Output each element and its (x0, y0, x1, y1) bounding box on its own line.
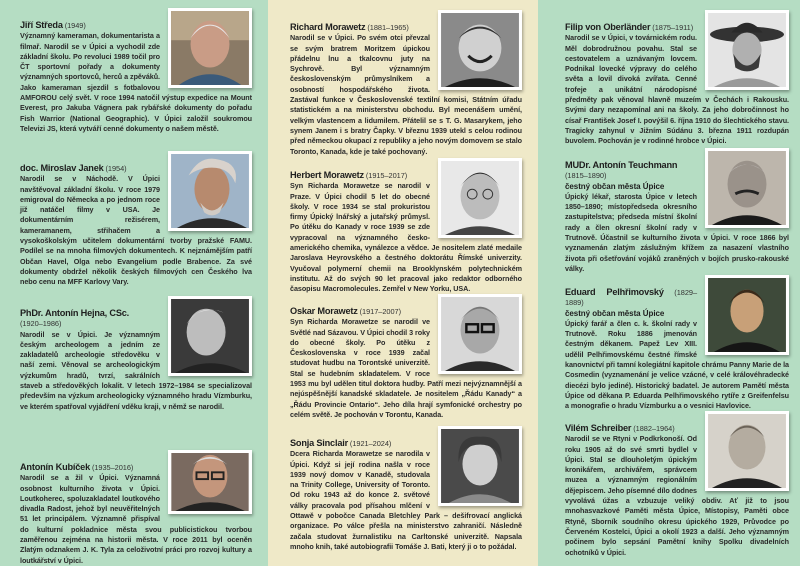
person-years: (1875–1911) (652, 23, 694, 32)
honor-title: čestný občan města Úpice (565, 181, 665, 191)
person-name: Filip von Oberländer (565, 22, 651, 32)
person-name: Herbert Morawetz (290, 170, 364, 180)
person-years: (1915–2017) (365, 171, 408, 180)
bio-text: Narodil se v Úpici. Je významným českým archeologem a jedním ze zakladatelů archeologie středověku v naší zemi. Věnoval se archeologickým výzkumům hradů, tvrzí, sakrálních staveb a středověkých lokalit. V letech 1972–1984 se specializoval především na výzkum archeologicky významného hradu Vízmburku, ve kterém spatřoval vyjádření vděku kraji, v němž se narodil. (20, 329, 252, 411)
person-name: PhDr. Antonín Hejna, CSc. (20, 308, 130, 318)
bio-text: Narodil se v Náchodě. V Úpici navštěvoval základní školu. V roce 1979 emigroval do Německa a po jednom roce již natáčel filmy v USA. Je dokumentárním režisérem, kameramanem, střihačem a vysokoškolským učitelem dokumentární tvorby pražské FAMU. Podílel se na mnoha filmových dokumentech. K nejznámějším patří Občan Havel, Olga nebo Evangelium podle Brabence. Za své dokumenty obdržel několik českých filmových cen Českého lva nebo cenu na MFF Karlovy Vary. (20, 174, 252, 287)
portrait-photo (438, 426, 522, 506)
portrait-photo (705, 411, 789, 491)
bio-text: Významný kameraman, dokumentarista a filmař. Narodil se v Úpici a vychodil zde základní školu. Po revoluci 1989 točil pro ČT sportovní pořady a dokumenty významných sportovců, herců a zpěváků. Jako kameraman sjezdil s fotbalovou AMFOROU celý svět. V roce 1994 natočil výstup expedice na Mount Everest, pro Jakuba Vágnera pak rybářské dokumenty do pořadu Fish Warrior (National Geographic). V Úpici založil soukromou Televizi JS, která vytváří cenné dokumenty o našem městě. (20, 31, 252, 133)
person-years: (1815–1890) (565, 171, 607, 181)
person-years: (1829–1889) (565, 288, 698, 308)
bio-text: Narodil se a žil v Úpici. Významná osobnost kulturního života v Úpici. Loutkoherec, spoluzakladatel loutkového divadla Radost, jehož byl neuvěřitelných 51 let principálem. Významně přispíval do kulturní pokladnice města svou publicistickou tvorbou zaměřenou zejména na historii města. V roce 2011 byl oceněn Zlatým odznakem J. K. Tyla za celoživotní práci pro rozvoj kultury a loutkářství v Úpici. (20, 473, 252, 565)
bio-text: Narodil se v Úpici, v továrnickém rodu. Měl dobrodružnou povahu. Stal se cestovatelem a uznávaným lovcem. Podnikal lovecké výpravy do celého světa a lovil divoká zvířata. Cenné trofeje a unikátní národopisné předměty pak věnoval hlavně muzeím v Čechách i Rakousku. Svými dary nezapomínal ani na školy. Za jeho dobročinnost ho císař František Josef I. povýšil 6. října 1910 do šlechtického stavu. Tragicky zahynul v Jižním Súdánu 3. března 1911 rozdupán buvolem. Pochován je v rodinné hrobce v Úpici. (565, 33, 789, 146)
bio-text: Úpický farář a člen c. k. školní rady v Trutnově. Roku 1886 jmenován čestným děkanem. Papež Lev XIII. udělil Pelhřimovskému čestné římské kanovnictví při tamní kolegiátní kapitole chrámu Panny Marie de la Cosmedin (vyznamenání je velice vzácné, v celé královéhradecké diecézi bylo jediné). Historický badatel. Je autorem Pamětí města Úpice od děkana P. Eduarda Pelhřimovského rytíře z Greifenfelsu a monografie o hradu Vízmburku a o vesnici Havlovice. (565, 318, 789, 411)
portrait-photo (168, 151, 252, 231)
person-years: (1882–1964) (633, 424, 675, 433)
portrait-photo (705, 275, 789, 355)
bio-miroslav-janek (20, 163, 252, 288)
portrait-photo (168, 296, 252, 376)
bio-text: Dcera Richarda Morawetze se narodila v Úpici. Když si její rodina našla v roce 1939 nový domov v Kanadě, studovala na Trinity College, University of Toronto. Od roku 1943 až do konce 2. světové války pracovala pod přísahou mlčení v Ottawě v pobočce Canada Bletchley Park – dešifrovací anglická organizace. Po válce přešla na ministerstvo zahraničí. Následně začala studovat žurnalistiku na Carltonské univerzitě. Napsala mnoho knih, také autobiografii Tomáše J. Bati, který ji o to požádal. (290, 449, 522, 551)
bio-jiri-streda (20, 20, 252, 134)
person-name: MUDr. Antonín Teuchmann (565, 160, 678, 170)
person-years: (1917–2007) (359, 307, 401, 316)
portrait-photo (705, 148, 789, 228)
person-years: (1935–2016) (91, 463, 134, 472)
bio-oskar-morawetz (290, 306, 522, 420)
person-name: Sonja Sinclair (290, 438, 348, 448)
bio-filip-von-oberlander (565, 22, 789, 147)
person-years: (1881–1965) (367, 23, 409, 32)
bio-text: Narodil se ve Rtyni v Podkrkonoší. Od roku 1905 až do své smrti bydlel v Úpici. Stal se dlouholetým úpickým kronikářem, archivářem, správcem muzea a významným regionálním dějepiscem. Jeho písemné dílo dodnes vyvolává úžas a vzbuzuje veliký obdiv. Ať již to jsou mnohasvazkové Paměti města Úpice, Místopisy, Paměti obce Rtyně, Sborník soudního okresu úpického 1929, Průvodce po Červeném Kostelci, Úpici a okolí 1923 a další. Jeho významným počinem bylo sepsání Pamětní knihy Spolku divadelních ochotníků v Úpici. (565, 434, 789, 557)
person-name: doc. Miroslav Janek (20, 163, 104, 173)
portrait-photo (438, 158, 522, 238)
bio-antonin-hejna (20, 308, 252, 412)
bio-text: Syn Richarda Morawetze se narodil ve Světlé nad Sázavou. V Úpici chodil 3 roky do obecné školy. Po útěku z Československa v roce 1939 začal studovat hudbu na Torontské univerzitě. Stal se hudebním skladatelem. V roce 1953 mu byl udělen titul doktora hudby. Patří mezi nejvýznamnější a nejúspěšnější kanadské skladatele. Je nositelem „Řádu Kanady“ a „Řádu Provincie Ontario“. Jeho díla hrají symfonické orchestry po celém světě. Je pochován v Torontu, Kanada. (290, 317, 522, 419)
bio-sonja-sinclair (290, 438, 522, 552)
person-name: Eduard Pelhřimovský (565, 287, 664, 297)
person-name: Antonín Kubíček (20, 462, 90, 472)
bio-text: Úpický lékař, starosta Úpice v letech 1850–1890; místopředseda okresního zastupitelstva; předseda místní školní rady a člen okresní školní rady v Trutnově. Účastnil se kulturního života v Úpici. V roce 1866 byl vyznamenán zlatým záslužným křížem za nasazení vlastního života při ošetřování vojáků zraněných v bojích prusko-rakouské války. (565, 191, 789, 273)
person-name: Richard Morawetz (290, 22, 366, 32)
portrait-photo (168, 450, 252, 514)
bio-text: Narodil se v Úpici. Po svém otci převzal se svým bratrem Moritzem úpickou přádelnu lnu a tkalcovnu juty na Sychrově. Byl významným československým průmyslníkem a osobností hospodářského života. Zastával funkce v Československé textilní komisi, Státním úřadu statistickém a na ministerstvu obchodu. Byl mecenášem umění, velkým vlastencem a lidumilem. Přátelil se s T. G. Masarykem, jeho synem Janem i s bratry Čapky. V březnu 1939 utekl s celou rodinou před německou okupací z republiky a jeho novým domovem se stalo Toronto, Kanada, kde je také pochovaný. (290, 33, 522, 156)
bio-eduard-pelhrimovsky (565, 287, 789, 412)
person-name: Oskar Morawetz (290, 306, 358, 316)
portrait-photo (168, 8, 252, 88)
portrait-photo (705, 10, 789, 90)
column-middle (268, 0, 538, 566)
portrait-photo (438, 10, 522, 90)
person-years: (1949) (64, 21, 86, 30)
bio-richard-morawetz (290, 22, 522, 157)
bio-text: Syn Richarda Morawetze se narodil v Praze. V Úpici chodil 5 let do obecné školy. V roce 1934 se stal prokuristou firmy Úpický lnářský a jutařský průmysl. Po útěku do Kanady v roce 1939 se zde vypracoval na významného česko-amerického chemika, vynálezce a vědce. Je nositelem zlaté medaile Jaroslava Heyrovského a čestného doktorátu Římské univerzity. Vyučoval polymerní chemii na Brooklynském polytechnickém institutu. Až do svých 90 let pracoval jako redaktor odborného časopisu Macromolecules. Zemřel v New Yorku, USA. (290, 181, 522, 294)
person-years: (1921–2024) (349, 439, 392, 448)
person-years: (1954) (105, 164, 127, 173)
bio-antonin-kubicek (20, 462, 252, 566)
column-left (0, 0, 268, 566)
bio-herbert-morawetz (290, 170, 522, 295)
portrait-photo (438, 294, 522, 374)
bio-antonin-teuchmann (565, 160, 789, 274)
column-right (538, 0, 800, 566)
person-years: (1920–1986) (20, 319, 62, 329)
person-name: Vilém Schreiber (565, 423, 632, 433)
bio-vilem-schreiber (565, 423, 789, 558)
person-name: Jiří Středa (20, 20, 63, 30)
honor-title: čestný občan města Úpice (565, 308, 665, 318)
